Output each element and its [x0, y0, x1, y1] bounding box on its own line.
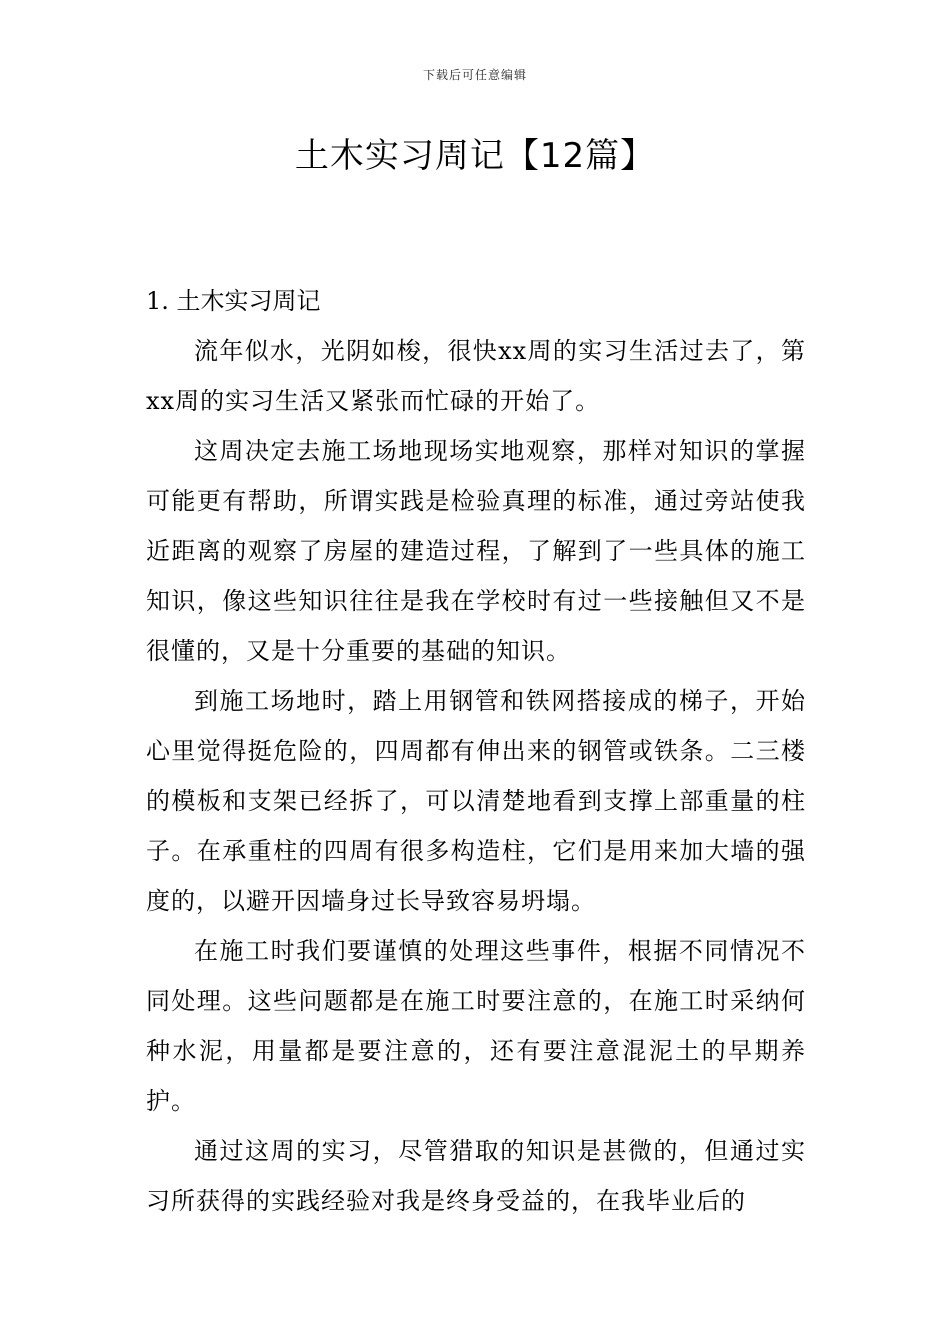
- header-note: 下载后可任意编辑: [422, 68, 527, 82]
- paragraph-4: 在施工时我们要谨慎的处理这些事件，根据不同情况不同处理。这些问题都是在施工时要注意的，在施工时采纳何种水泥，用量都是要注意的，还有要注意混泥土的早期养护。: [146, 937, 806, 1115]
- paragraph-3: 到施工场地时，踏上用钢管和铁网搭接成的梯子，开始心里觉得挺危险的，四周都有伸出来的钢管或铁条。二三楼的模板和支架已经拆了，可以清楚地看到支撑上部重量的柱子。在承重柱的四周有很多构造柱，它们是用来加大墙的强度的，以避开因墙身过长导致容易坍塌。: [146, 687, 806, 915]
- section-heading: 1. 土木实习周记: [146, 287, 321, 315]
- paragraph-5: 通过这周的实习，尽管猎取的知识是甚微的，但通过实习所获得的实践经验对我是终身受益的，在我毕业后的: [146, 1137, 806, 1215]
- document-body: [146, 276, 806, 1226]
- paragraph-1: 流年似水，光阴如梭，很快xx周的实习生活过去了，第xx周的实习生活又紧张而忙碌的开始了。: [146, 337, 806, 415]
- document-title: 土木实习周记【12篇】: [294, 136, 656, 176]
- paragraph-2: 这周决定去施工场地现场实地观察，那样对知识的掌握可能更有帮助，所谓实践是检验真理的标准，通过旁站使我近距离的观察了房屋的建造过程，了解到了一些具体的施工知识，像这些知识往往是我在学校时有过一些接触但又不是很懂的，又是十分重要的基础的知识。: [146, 437, 806, 665]
